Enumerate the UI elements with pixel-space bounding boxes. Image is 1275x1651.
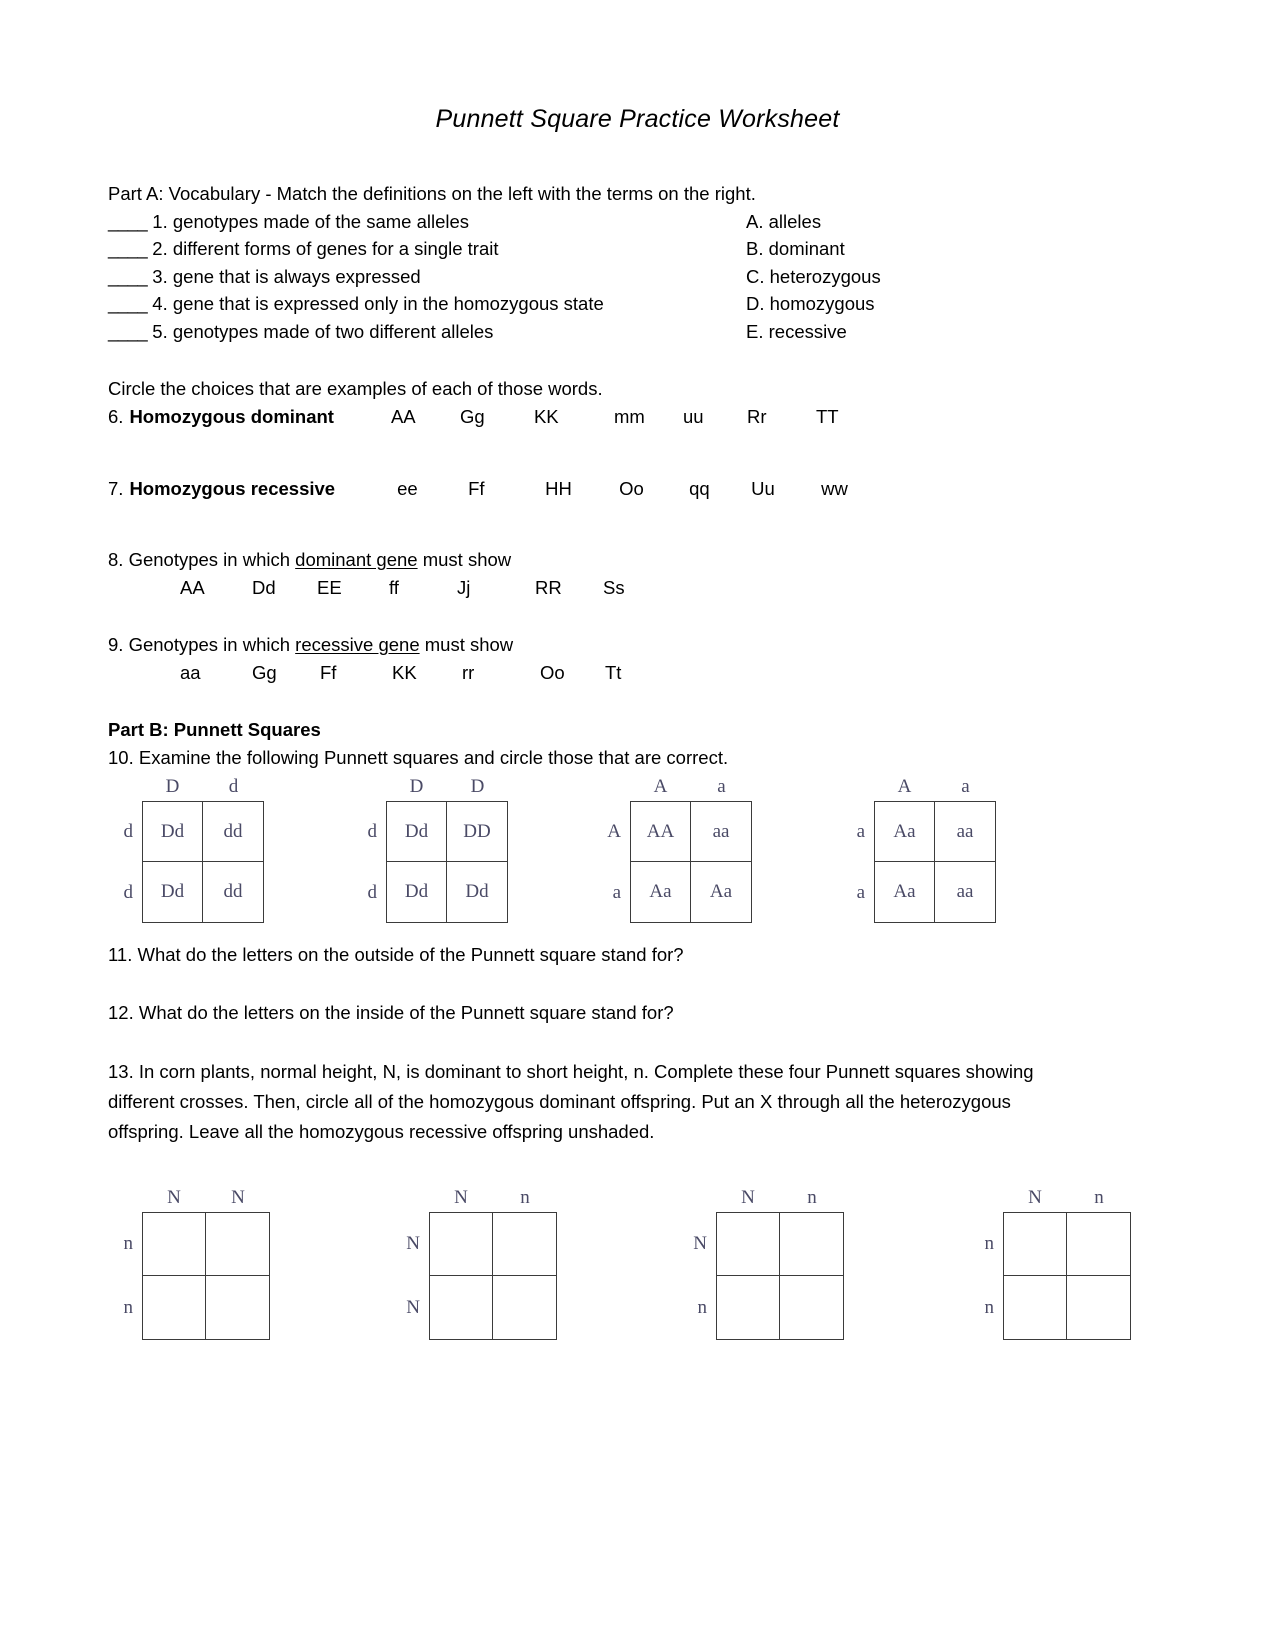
punnett-square-3 bbox=[596, 777, 752, 923]
choice-token[interactable]: EE bbox=[317, 576, 342, 598]
top-allele: a bbox=[717, 776, 726, 798]
punnett-cell[interactable]: aa bbox=[691, 802, 751, 862]
punnett-cell[interactable] bbox=[1067, 1213, 1130, 1276]
question-9-choices bbox=[180, 659, 1175, 687]
spacer bbox=[108, 345, 1175, 375]
punnett-cell[interactable] bbox=[493, 1213, 556, 1276]
choice-token[interactable]: Oo bbox=[540, 661, 565, 683]
punnett-cell[interactable]: Dd bbox=[465, 881, 489, 903]
punnett-square-1 bbox=[108, 777, 264, 923]
choice-token[interactable]: Gg bbox=[459, 405, 485, 427]
punnett-square-8 bbox=[969, 1188, 1131, 1340]
punnett-square-5 bbox=[108, 1188, 270, 1340]
choice-token[interactable]: ee bbox=[397, 477, 418, 499]
side-allele: d bbox=[367, 820, 377, 842]
page-title: Punnett Square Practice Worksheet bbox=[435, 105, 840, 133]
choice-token[interactable]: Jj bbox=[457, 576, 471, 598]
punnett-cell[interactable] bbox=[717, 1213, 780, 1276]
spacer bbox=[108, 1027, 1175, 1057]
answer-blank-1[interactable]: ____ bbox=[108, 210, 148, 232]
punnett-grid bbox=[142, 1212, 270, 1340]
punnett-cell[interactable]: Aa bbox=[875, 802, 935, 862]
worksheet-content bbox=[108, 180, 1175, 1340]
spacer bbox=[108, 923, 1175, 941]
question-13-text: 13. In corn plants, normal height, N, is dominant to short height, n. Complete these four Punnett squares showing different crosses. Then, circle all of the homozygous dominant offspring. Put an X through all the heterozygous offspring. Leave all the homozygous recessive offspring unshaded. bbox=[108, 1060, 1034, 1142]
top-allele: D bbox=[470, 776, 485, 798]
question-12-text: 12. What do the letters on the inside of the Punnett square stand for? bbox=[108, 1002, 674, 1023]
punnett-square-2 bbox=[352, 777, 508, 923]
punnett-cell[interactable] bbox=[493, 1276, 556, 1339]
choice-token[interactable]: ff bbox=[389, 576, 399, 598]
punnett-cell[interactable]: Dd bbox=[143, 862, 203, 922]
question-6 bbox=[108, 403, 1175, 431]
punnett-cell[interactable] bbox=[430, 1213, 493, 1276]
question-10-squares bbox=[108, 777, 1175, 923]
side-allele: n bbox=[984, 1297, 994, 1319]
spacer bbox=[108, 601, 1175, 631]
choice-token[interactable]: RR bbox=[535, 576, 562, 598]
vocab-definition-text-5: 5. genotypes made of two different alleles bbox=[147, 320, 494, 342]
top-allele: n bbox=[807, 1187, 817, 1209]
spacer bbox=[108, 969, 1175, 999]
punnett-grid bbox=[1003, 1212, 1131, 1340]
punnett-cell[interactable]: Dd bbox=[387, 862, 447, 922]
punnett-cell[interactable] bbox=[143, 1213, 206, 1276]
choice-token[interactable]: mm bbox=[613, 405, 645, 427]
side-allele: d bbox=[367, 881, 377, 903]
vocab-definition-text-1: 1. genotypes made of the same alleles bbox=[147, 210, 470, 232]
punnett-cell[interactable]: Aa bbox=[875, 862, 935, 922]
answer-blank-4[interactable]: ____ bbox=[108, 293, 148, 315]
punnett-grid bbox=[716, 1212, 844, 1340]
vocab-row bbox=[108, 208, 1175, 236]
top-allele: N bbox=[741, 1187, 755, 1209]
spacer bbox=[108, 1146, 1175, 1188]
punnett-side-headers bbox=[682, 1212, 716, 1340]
choice-token[interactable]: KK bbox=[392, 661, 417, 683]
punnett-top-headers bbox=[108, 1188, 270, 1212]
spacer bbox=[108, 686, 1175, 716]
question-6-choices bbox=[391, 403, 839, 431]
punnett-cell[interactable] bbox=[780, 1213, 843, 1276]
choice-token[interactable]: Ss bbox=[603, 576, 625, 598]
punnett-body bbox=[108, 1212, 270, 1340]
choice-token[interactable]: Gg bbox=[252, 661, 277, 683]
choice-token[interactable]: Oo bbox=[619, 477, 644, 499]
choice-token[interactable]: HH bbox=[545, 477, 572, 499]
punnett-cell[interactable] bbox=[206, 1213, 269, 1276]
punnett-top-headers bbox=[682, 1188, 844, 1212]
vocab-definition-2 bbox=[108, 235, 746, 263]
punnett-cell[interactable] bbox=[143, 1276, 206, 1339]
punnett-cell[interactable]: dd bbox=[203, 802, 263, 862]
vocab-definition-4 bbox=[108, 290, 746, 318]
choice-token[interactable]: rr bbox=[462, 661, 475, 683]
punnett-cell[interactable] bbox=[1004, 1213, 1067, 1276]
punnett-square-6 bbox=[395, 1188, 557, 1340]
choice-token[interactable]: uu bbox=[682, 405, 704, 427]
punnett-top-headers bbox=[596, 777, 752, 801]
punnett-side-headers bbox=[969, 1212, 1003, 1340]
punnett-grid bbox=[429, 1212, 557, 1340]
spacer bbox=[108, 431, 1175, 475]
question-9-suffix: must show bbox=[419, 634, 514, 656]
punnett-body bbox=[682, 1212, 844, 1340]
punnett-body bbox=[108, 801, 264, 923]
punnett-square-4 bbox=[840, 777, 996, 923]
vocab-definition-1 bbox=[108, 208, 746, 236]
side-allele: N bbox=[693, 1233, 707, 1255]
punnett-top-headers bbox=[108, 777, 264, 801]
vocab-definition-3 bbox=[108, 263, 746, 291]
vocab-term-b: B. dominant bbox=[746, 238, 845, 260]
choice-token[interactable]: AA bbox=[390, 405, 416, 427]
side-allele: N bbox=[406, 1297, 420, 1319]
choice-token[interactable]: Rr bbox=[746, 405, 767, 427]
punnett-cell[interactable]: AA bbox=[631, 802, 691, 862]
answer-blank-2[interactable]: ____ bbox=[108, 238, 148, 260]
question-7 bbox=[108, 475, 1175, 503]
top-allele: N bbox=[231, 1187, 245, 1209]
question-8-prefix: 8. Genotypes in which bbox=[108, 549, 296, 571]
punnett-side-headers bbox=[352, 801, 386, 923]
vocab-term-c: C. heterozygous bbox=[746, 265, 881, 287]
choice-token[interactable]: Uu bbox=[751, 477, 775, 499]
side-allele: a bbox=[612, 881, 621, 903]
vocab-row bbox=[108, 263, 1175, 291]
punnett-grid bbox=[874, 801, 996, 923]
punnett-body bbox=[969, 1212, 1131, 1340]
punnett-top-headers bbox=[969, 1188, 1131, 1212]
question-11-text: 11. What do the letters on the outside of the Punnett square stand for? bbox=[108, 944, 684, 966]
question-9-prefix: 9. Genotypes in which bbox=[108, 634, 296, 656]
question-9-underlined: recessive gene bbox=[295, 634, 420, 656]
punnett-side-headers bbox=[108, 801, 142, 923]
question-9-text bbox=[108, 631, 1175, 659]
vocab-term-d: D. homozygous bbox=[746, 293, 875, 315]
side-allele: d bbox=[123, 820, 133, 842]
punnett-side-headers bbox=[596, 801, 630, 923]
choice-token[interactable]: Dd bbox=[252, 576, 276, 598]
punnett-cell[interactable]: Aa bbox=[631, 862, 691, 922]
punnett-grid bbox=[630, 801, 752, 923]
punnett-side-headers bbox=[840, 801, 874, 923]
top-allele: D bbox=[409, 776, 424, 798]
punnett-grid bbox=[386, 801, 508, 923]
choice-token[interactable]: aa bbox=[180, 661, 201, 683]
choice-token[interactable]: TT bbox=[815, 405, 839, 427]
top-allele: A bbox=[653, 776, 668, 798]
part-a-heading: Part A: Vocabulary - Match the definitions on the left with the terms on the right. bbox=[108, 183, 756, 204]
punnett-cell[interactable] bbox=[206, 1276, 269, 1339]
side-allele: a bbox=[856, 820, 865, 842]
choice-token[interactable]: Tt bbox=[605, 661, 622, 683]
question-10-text: 10. Examine the following Punnett squares and circle those that are correct. bbox=[108, 746, 729, 768]
punnett-body bbox=[840, 801, 996, 923]
punnett-cell[interactable]: aa bbox=[935, 802, 995, 862]
punnett-top-headers bbox=[395, 1188, 557, 1212]
side-allele: a bbox=[856, 881, 865, 903]
punnett-top-headers bbox=[840, 777, 996, 801]
vocab-definition-text-2: 2. different forms of genes for a single trait bbox=[147, 238, 499, 260]
punnett-top-headers bbox=[352, 777, 508, 801]
answer-blank-5[interactable]: ____ bbox=[108, 320, 148, 342]
punnett-cell[interactable]: Dd bbox=[387, 802, 447, 862]
top-allele: A bbox=[897, 776, 912, 798]
question-7-number: 7. bbox=[108, 477, 124, 499]
punnett-side-headers bbox=[395, 1212, 429, 1340]
top-allele: D bbox=[165, 776, 180, 798]
punnett-square-7 bbox=[682, 1188, 844, 1340]
vocab-term-e: E. recessive bbox=[746, 320, 847, 342]
side-allele: N bbox=[406, 1233, 420, 1255]
choice-token[interactable]: Ff bbox=[468, 477, 485, 499]
punnett-cell[interactable] bbox=[430, 1276, 493, 1339]
top-allele: a bbox=[961, 776, 970, 798]
punnett-cell[interactable]: Aa bbox=[709, 881, 733, 903]
question-13-squares bbox=[108, 1188, 1175, 1340]
punnett-cell[interactable] bbox=[1004, 1276, 1067, 1339]
side-allele: n bbox=[123, 1297, 133, 1319]
top-allele: N bbox=[167, 1187, 181, 1209]
top-allele: N bbox=[1028, 1187, 1042, 1209]
choice-token[interactable]: KK bbox=[533, 405, 559, 427]
top-allele: d bbox=[228, 776, 239, 798]
top-allele: n bbox=[520, 1187, 530, 1209]
spacer bbox=[108, 502, 1175, 546]
question-8-text bbox=[108, 546, 1175, 574]
punnett-grid bbox=[142, 801, 264, 923]
side-allele: d bbox=[123, 881, 133, 903]
answer-blank-3[interactable]: ____ bbox=[108, 265, 148, 287]
punnett-cell[interactable]: dd bbox=[223, 881, 243, 903]
punnett-cell[interactable] bbox=[1067, 1276, 1130, 1339]
side-allele: n bbox=[697, 1297, 707, 1319]
top-allele: N bbox=[454, 1187, 468, 1209]
choice-token[interactable]: AA bbox=[180, 576, 205, 598]
punnett-cell[interactable]: Dd bbox=[143, 802, 203, 862]
choice-token[interactable]: Ff bbox=[320, 661, 337, 683]
punnett-body bbox=[352, 801, 508, 923]
question-8-choices bbox=[180, 574, 1175, 602]
vocab-row bbox=[108, 290, 1175, 318]
vocab-term-a: A. alleles bbox=[746, 210, 822, 232]
part-b-heading: Part B: Punnett Squares bbox=[108, 719, 321, 741]
choice-token[interactable]: ww bbox=[821, 477, 848, 499]
punnett-cell[interactable]: DD bbox=[447, 802, 507, 862]
top-allele: n bbox=[1094, 1187, 1104, 1209]
circle-instruction: Circle the choices that are examples of each of those words. bbox=[108, 378, 603, 400]
choice-token[interactable]: qq bbox=[689, 477, 710, 499]
question-6-number: 6. bbox=[108, 405, 124, 427]
punnett-body bbox=[596, 801, 752, 923]
punnett-cell[interactable]: aa bbox=[956, 881, 974, 903]
punnett-side-headers bbox=[108, 1212, 142, 1340]
punnett-body bbox=[395, 1212, 557, 1340]
question-8-suffix: must show bbox=[417, 549, 512, 571]
vocab-row bbox=[108, 318, 1175, 346]
side-allele: n bbox=[123, 1233, 133, 1255]
vocab-definition-5 bbox=[108, 318, 746, 346]
vocab-row bbox=[108, 235, 1175, 263]
question-7-choices bbox=[397, 475, 848, 503]
side-allele: A bbox=[607, 820, 621, 842]
question-7-label: Homozygous recessive bbox=[129, 477, 336, 499]
vocab-definition-text-4: 4. gene that is expressed only in the homozygous state bbox=[147, 293, 604, 315]
vocab-definition-text-3: 3. gene that is always expressed bbox=[147, 265, 421, 287]
punnett-cell[interactable] bbox=[780, 1276, 843, 1339]
side-allele: n bbox=[984, 1233, 994, 1255]
question-8-underlined: dominant gene bbox=[295, 549, 418, 571]
question-6-label: Homozygous dominant bbox=[129, 405, 334, 427]
punnett-cell[interactable] bbox=[717, 1276, 780, 1339]
